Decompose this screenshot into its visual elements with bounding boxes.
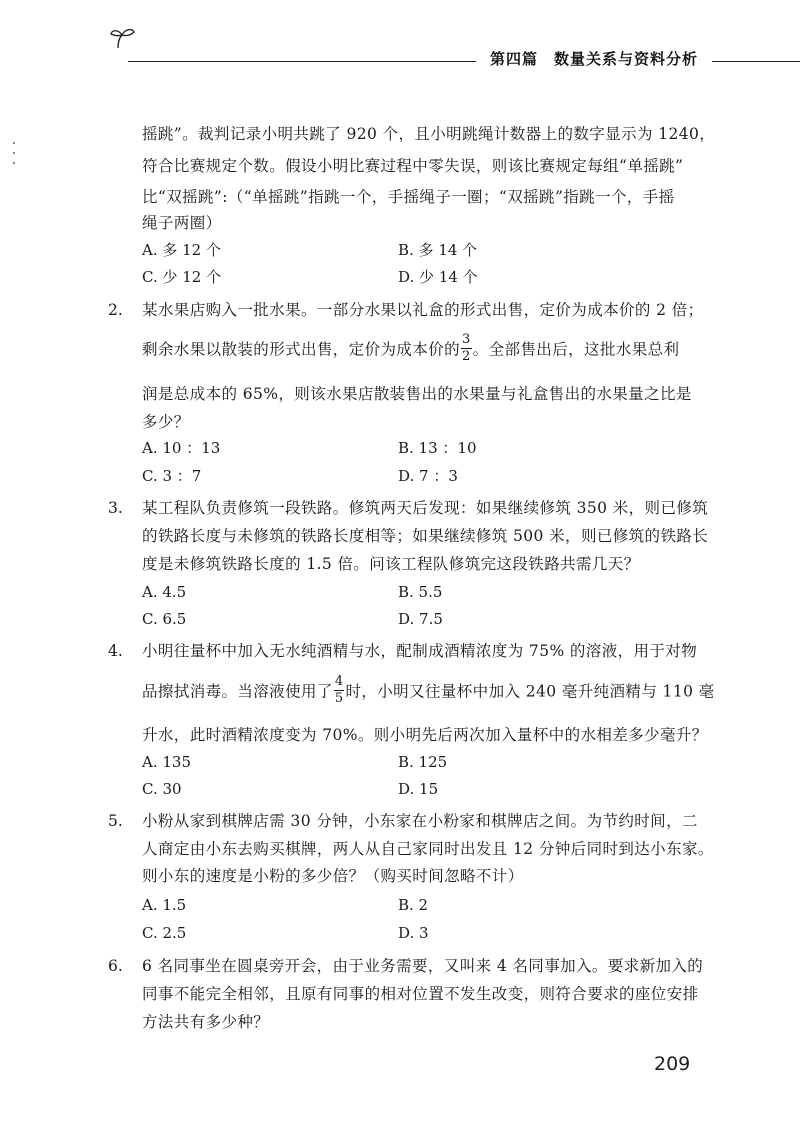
question-text-line: 方法共有多少种？ (142, 1013, 270, 1031)
question-number: 4. (108, 642, 123, 660)
option-b: B. 多 14 个 (398, 241, 478, 259)
fraction-denominator: 5 (334, 691, 344, 706)
option-d: D. 7 ：3 (398, 467, 458, 485)
option-c: C. 3 ：7 (142, 467, 202, 485)
option-b: B. 2 (398, 896, 429, 914)
option-a: A. 4.5 (142, 583, 187, 601)
text-segment: 品擦拭消毒。当溶液使用了 (142, 682, 333, 701)
question-text-line: 则小东的速度是小粉的多少倍？（购买时间忽略不计） (142, 867, 524, 885)
question-text-line-with-fraction (142, 334, 679, 367)
fraction-denominator: 2 (462, 349, 471, 364)
fraction (334, 674, 345, 707)
option-a: A. 10 ：13 (142, 439, 221, 457)
option-b: B. 125 (398, 753, 448, 771)
text-segment: 时，小明又往量杯中加入 240 毫升纯酒精与 110 毫 (345, 682, 715, 701)
question-text-line: 的铁路长度与未修筑的铁路长度相等；如果继续修筑 500 米，则已修筑的铁路长 (142, 527, 709, 545)
question-text-line: 小明往量杯中加入无水纯酒精与水，配制成酒精浓度为 75% 的溶液，用于对物 (142, 642, 698, 660)
question-text-line: 比“双摇跳”:（“单摇跳”指跳一个，手摇绳子一圈；“双摇跳”指跳一个，手摇 (142, 188, 675, 206)
question-number: 2. (108, 301, 123, 319)
option-d: D. 3 (398, 924, 429, 942)
text-segment: 剩余水果以散装的形式出售，定价为成本价的 (142, 340, 461, 359)
fraction-numerator: 4 (334, 674, 344, 689)
option-b: B. 5.5 (398, 583, 443, 601)
fraction (461, 332, 472, 365)
option-c: C. 2.5 (142, 924, 187, 942)
page-header (0, 0, 800, 90)
question-text-line: 6 名同事坐在圆桌旁开会，由于业务需要，又叫来 4 名同事加入。要求新加入的 (142, 957, 704, 975)
question-text-line: 某水果店购入一批水果。一部分水果以礼盒的形式出售，定价为成本价的 2 倍； (142, 301, 704, 319)
margin-marks (13, 142, 16, 172)
question-text-line-with-fraction (142, 676, 715, 709)
question-text-line: 同事不能完全相邻，且原有同事的相对位置不发生改变，则符合要求的座位安排 (142, 985, 699, 1003)
question-text-line: 某工程队负责修筑一段铁路。修筑两天后发现：如果继续修筑 350 米，则已修筑 (142, 499, 709, 517)
question-text-line: 度是未修筑铁路长度的 1.5 倍。问该工程队修筑完这段铁路共需几天？ (142, 555, 640, 573)
header-rule-left (128, 61, 476, 62)
option-a: A. 135 (142, 753, 191, 771)
question-number: 3. (108, 499, 123, 517)
question-text-line: 符合比赛规定个数。假设小明比赛过程中零失误，则该比赛规定每组“单摇跳” (142, 157, 684, 175)
option-a: A. 1.5 (142, 896, 187, 914)
option-d: D. 少 14 个 (398, 268, 478, 286)
question-text-line: 升水，此时酒精浓度变为 70%。则小明先后两次加入量杯中的水相差多少毫升？ (142, 726, 708, 744)
page-number: 209 (654, 1053, 691, 1075)
question-number: 5. (108, 812, 123, 830)
question-number: 6. (108, 957, 123, 975)
fraction-numerator: 3 (462, 332, 471, 347)
option-c: C. 6.5 (142, 610, 187, 628)
question-text-line: 多少？ (142, 413, 190, 431)
option-a: A. 多 12 个 (142, 241, 221, 259)
option-d: D. 7.5 (398, 610, 443, 628)
option-d: D. 15 (398, 780, 439, 798)
sprout-icon (110, 26, 136, 50)
question-text-line: 绳子两圈） (142, 214, 222, 232)
option-b: B. 13 ：10 (398, 439, 477, 457)
section-title: 第四篇 数量关系与资料分析 (490, 50, 699, 68)
question-text-line: 润是总成本的 65%，则该水果店散装售出的水果量与礼盒售出的水果量之比是 (142, 385, 692, 403)
question-text-line: 小粉从家到棋牌店需 30 分钟，小东家在小粉家和棋牌店之间。为节约时间，二 (142, 812, 698, 830)
question-text-line: 摇跳”。裁判记录小明共跳了 920 个，且小明跳绳计数器上的数字显示为 1240， (142, 125, 716, 143)
header-rule-right (712, 61, 800, 62)
text-segment: 。全部售出后，这批水果总利 (472, 340, 680, 359)
option-c: C. 30 (142, 780, 182, 798)
option-c: C. 少 12 个 (142, 268, 222, 286)
question-text-line: 人商定由小东去购买棋牌，两人从自己家同时出发且 12 分钟后同时到达小东家。 (142, 840, 714, 858)
